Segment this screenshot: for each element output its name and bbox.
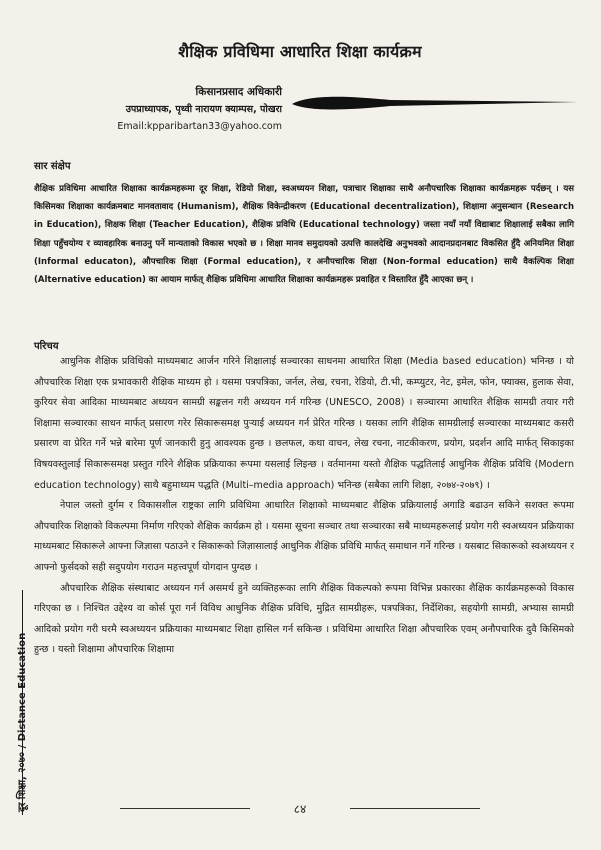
introduction-heading: परिचय — [34, 341, 59, 352]
footer-rule-left — [120, 808, 250, 809]
intro-paragraph: औपचारिक शैक्षिक संस्थाबाट अध्ययन गर्न असमर्थ हुने व्यक्तिहरूका लागि शैक्षिक विकल्पको रूपमा विभिन्न प्रकारका शैक्षिक कार्यक्रमहरूको विकास गरिएका छ । निश्चित उद्देश्य वा कोर्स पूरा गर्न विविध आधुनिक शैक्षिक प्रविधि, मुद्रित सामग्रीहरू, पत्रपत्रिका, निर्देशिका, सहयोगी सामग्री, अभ्यास सामग्री आदिको प्रयोग गरी घरमै स्वअध्ययन प्रक्रियाका माध्यमबाट शिक्षा हासिल गर्न सकिन्छ । प्रविधिमा आधारित शिक्षा औपचारिक एवम् अनौपचारिक दुवै किसिमको हुन्छ । यस्तो शिक्षामा औपचारिक शिक्षामा — [34, 582, 574, 656]
journal-name: दूर शिक्षा, २०७० / Distance Education — [17, 632, 28, 812]
author-affiliation: उपप्राध्यापक, पृथ्वी नारायण क्याम्पस, पोखरा — [125, 104, 282, 115]
article-title: शैक्षिक प्रविधिमा आधारित शिक्षा कार्यक्रम — [178, 42, 422, 61]
footer-rule-right — [350, 808, 480, 809]
abstract-paragraph: शैक्षिक प्रविधिमा आधारित शिक्षाका कार्यक्रमहरूमा दूर शिक्षा, रेडियो शिक्षा, स्वअध्ययन शिक्षा, पत्राचार शिक्षाका साथै अनौपचारिक शिक्षाका कार्यक्रमहरू पर्दछन् । यस किसिमका शिक्षाका कार्यक्रमबाट मानवतावाद (Humanism), शैक्षिक विकेन्द्रीकरण (Educational decentralization), शिक्षामा अनुसन्धान (Research in Education), शिक्षक शिक्षा (Teacher Education), शैक्षिक प्रविधि (Educational technology) जस्ता नयाँ नयाँ विद्याबाट शिक्षालाई सबैका लागि शिक्षा पहुँचयोग्य र व्यावहारिक बनाउनु पर्ने मान्यताको विकास भएको छ । शिक्षा मानव समुदायको उत्पत्ति कालदेखि अनुभवको आदानप्रदानबाट विकसित हुँदै अनियमित शिक्षा (Informal educaton), औपचारिक शिक्षा (Formal education), र अनौपचारिक शिक्षा (Non-formal education) साथै वैकल्पिक शिक्षा (Alternative education) का आयाम मार्फत् शैक्षिक प्रविधिमा आधारित शिक्षाका कार्यक्रमहरू प्रवाहित र विस्तारित हुँदै आएका छन् । — [34, 184, 574, 286]
author-email: Email:kpparibartan33@yahoo.com — [117, 121, 282, 132]
page-number: ८४ — [293, 802, 307, 816]
author-name: किसानप्रसाद अधिकारी — [195, 86, 282, 98]
decorative-swoosh — [290, 92, 580, 120]
author-block — [60, 84, 282, 135]
intro-paragraph: नेपाल जस्तो दुर्गम र विकासशील राष्ट्रका लागि प्रविधिमा आधारित शिक्षाको माध्यमबाट शैक्षिक प्रक्रियालाई अगाडि बढाउन सकिने सशक्त रूपमा औपचारिक शिक्षाको विकल्पमा निर्माण गरिएको शैक्षिक कार्यक्रम हो । यसमा सूचना सञ्चार तथा सञ्चारका सबै माध्यमहरूलाई प्रयोग गरी स्वअध्ययन प्रक्रियाका माध्यमबाट सिकारूले आफ्ना जिज्ञासा पठाउने र सिकारूको जिज्ञासालाई आधुनिक शैक्षिक प्रविधि मार्फत् समाधान गर्ने गरिन्छ । यसबाट सिकारूको स्वअध्ययन र आफ्नो फुर्सदको सही सदुपयोग गराउन महत्त्वपूर्ण योगदान पुग्दछ । — [34, 500, 574, 573]
introduction-body — [34, 352, 574, 661]
journal-sidebar — [2, 580, 26, 820]
abstract-text — [34, 180, 574, 289]
abstract-heading: सार संक्षेप — [34, 161, 71, 172]
intro-paragraph: आधुनिक शैक्षिक प्रविधिको माध्यमबाट आर्जन गरिने शिक्षालाई सञ्चारका साधनमा आधारित शिक्षा (Media based education) भनिन्छ । यो औपचारिक शिक्षा एक प्रभावकारी शैक्षिक माध्यम हो । यसमा पत्रपत्रिका, जर्नल, लेख, रचना, रेडियो, टी.भी, कम्प्युटर, नेट, इमेल, फोन, फ्याक्स, हुलाक सेवा, कुरियर सेवा आदिका माध्यमबाट अध्ययन सामग्री सङ्कलन गरी अध्ययन गर्न गरिन्छ (UNESCO, 2008) । सञ्चारमा आधारित शैक्षिक सामग्री तयार गरी शिक्षामा सञ्चारका साधन मार्फत् प्रसारण गरेर सिकारूसमक्ष पुऱ्याई अध्ययन गर्न प्रेरित गरिन्छ । यसका लागि शैक्षिक सामग्रीलाई सञ्चारका माध्यमबाट कसरी प्रसारण वा प्रेरित गर्ने भन्ने बारेमा पूर्ण जानकारी हुनु आवश्यक हुन्छ । छलफल, कथा वाचन, लेख रचना, नाटकीकरण, प्रयोग, प्रदर्शन आदि मार्फत् सिकाइका विषयवस्तुलाई सिकारूसमक्ष प्रस्तुत गरिने शैक्षिक प्रक्रियाका रूपमा यसलाई लिइन्छ । वर्तमानमा यस्तो शैक्षिक पद्धतिलाई आधुनिक शैक्षिक प्रविधि (Modern education technology) साथै बहुमाध्यम पद्धति (Multi–media approach) भनिन्छ (सबैका लागि शिक्षा, २०७४-२०७९) । — [34, 356, 574, 491]
